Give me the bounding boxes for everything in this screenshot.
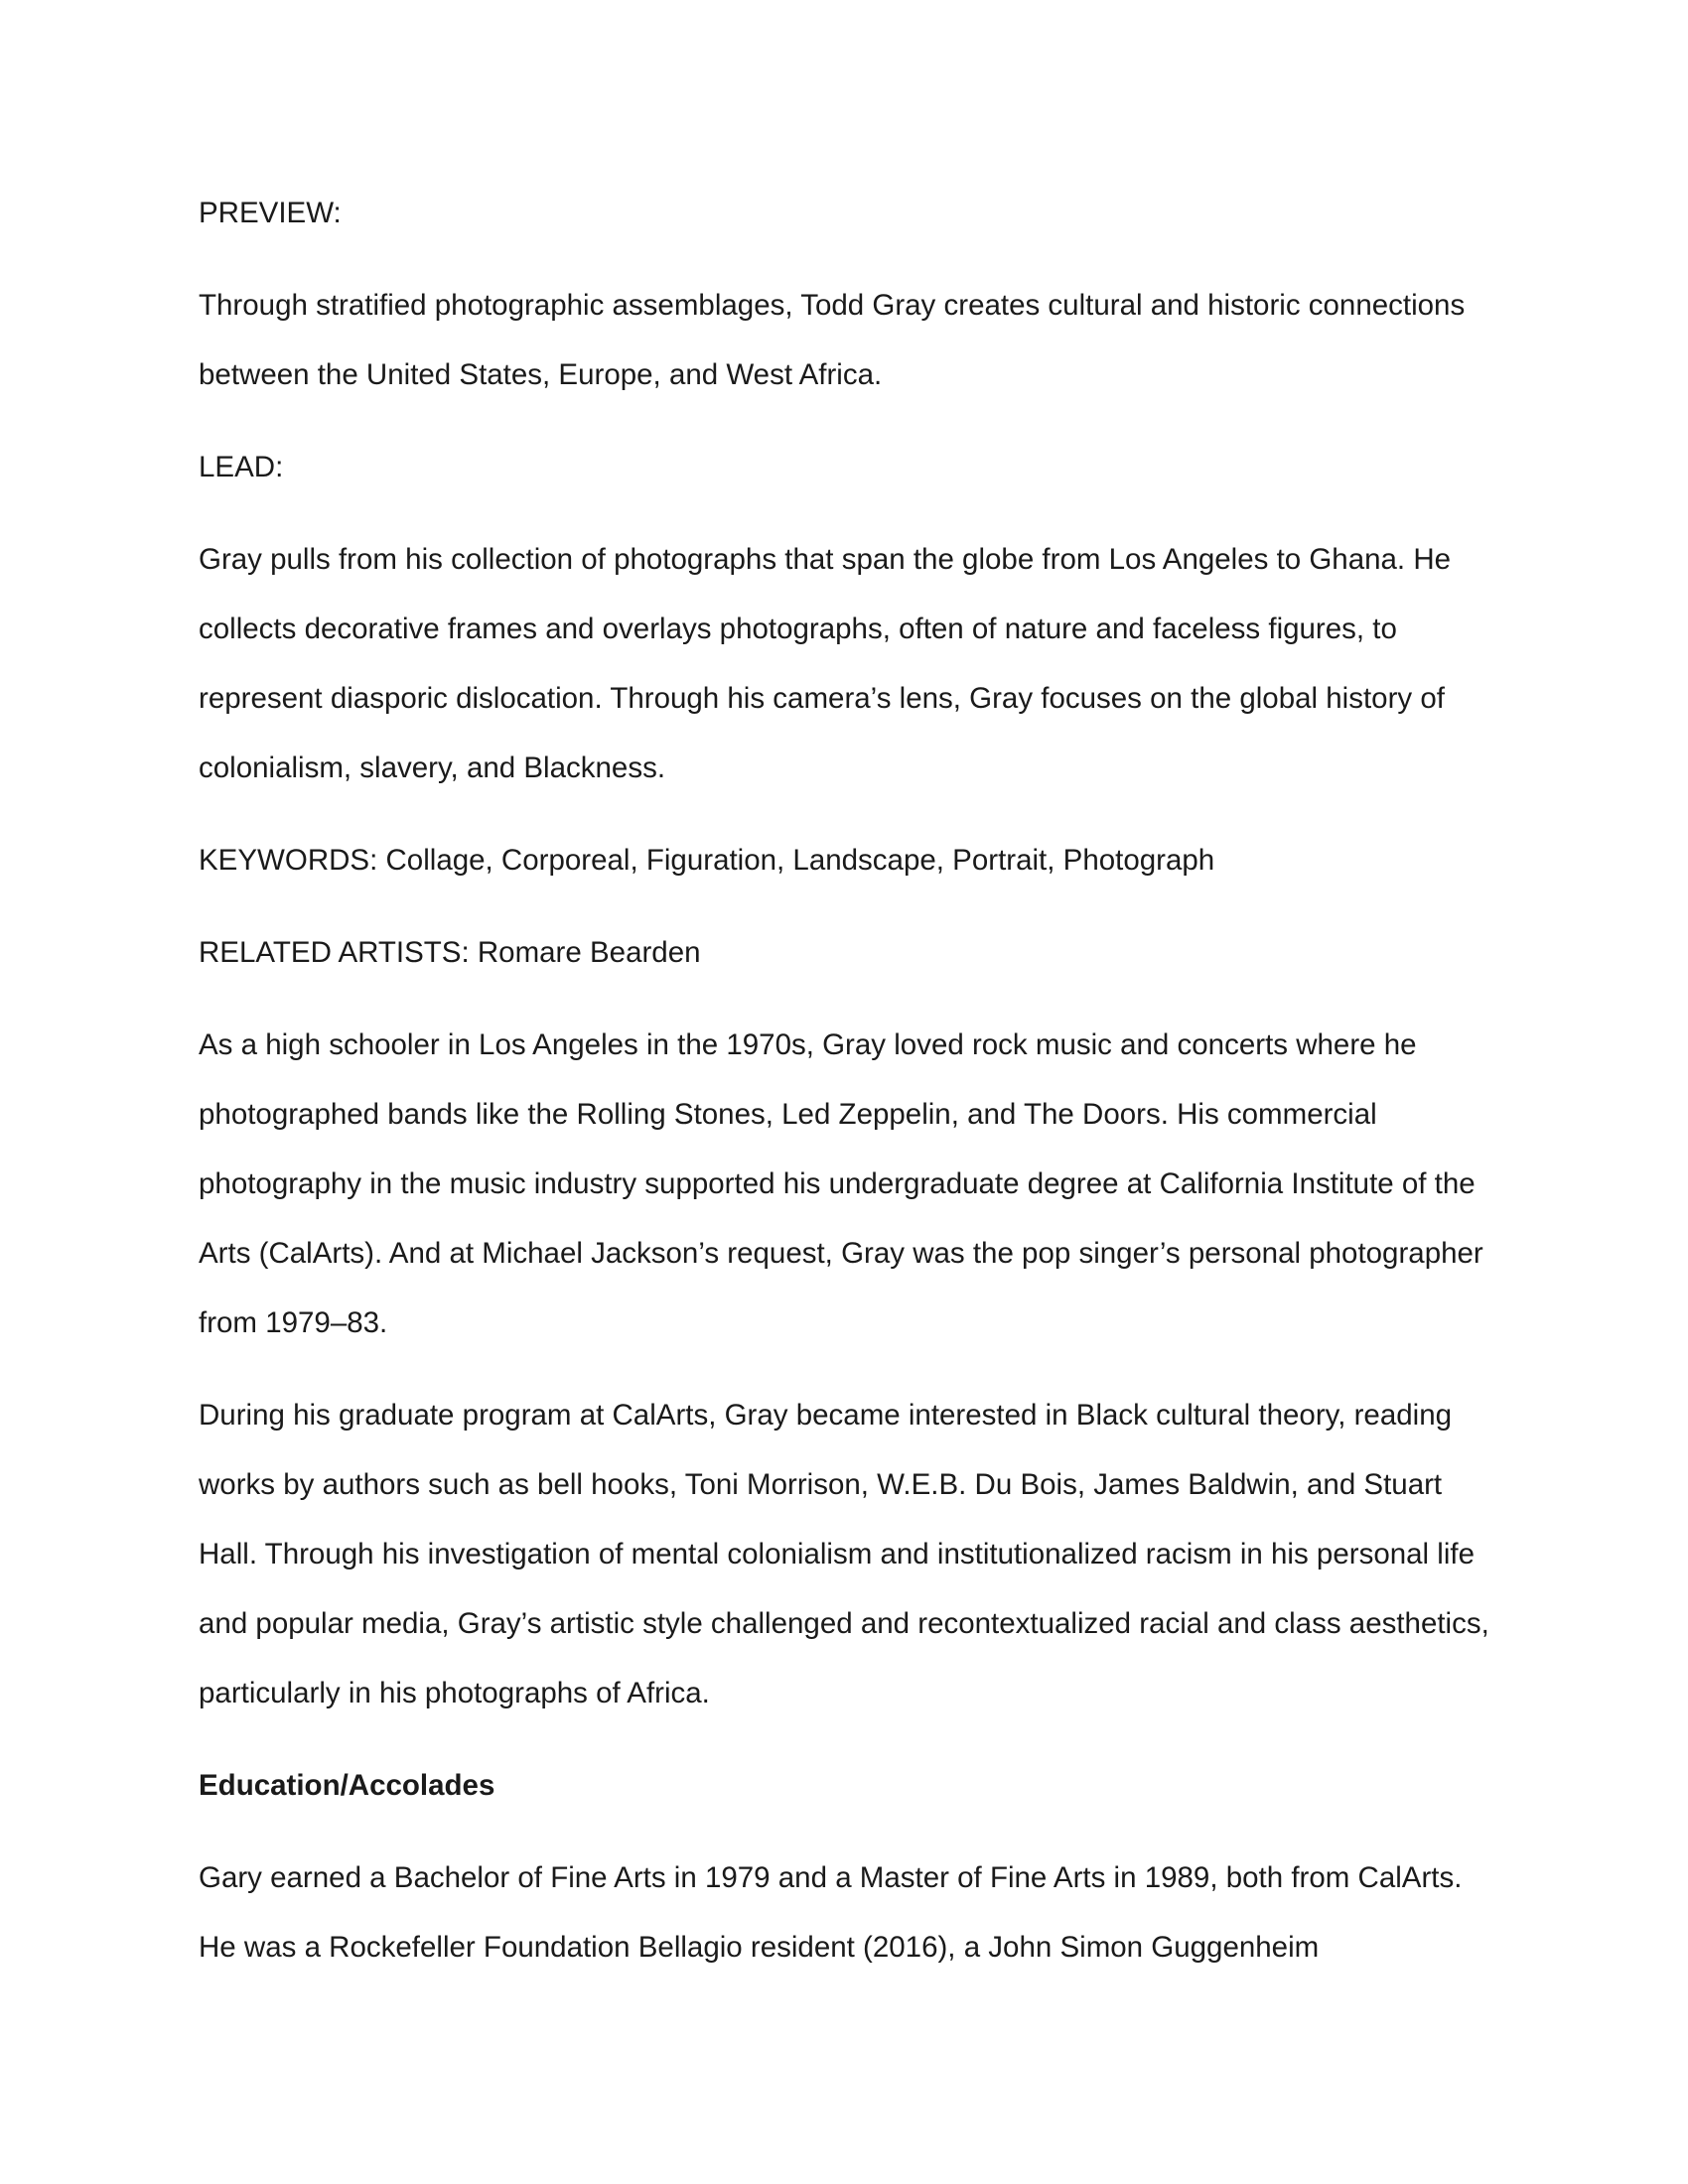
section-heading-education: Education/Accolades — [199, 1769, 495, 1802]
document-body — [199, 179, 1499, 1982]
lead-text: Gray pulls from his collection of photographs that span the globe from Los Angeles to Ghana. He collects decorative frames and overlays photographs, often of nature and faceless figures, to represent diasporic dislocation. Through his camera’s lens, Gray focuses on the global history of colonialism, slavery, and Blackness. — [199, 543, 1452, 784]
education-paragraph: Gary earned a Bachelor of Fine Arts in 1979 and a Master of Fine Arts in 1989, both from CalArts. He was a Rockefeller Foundation Bellagio resident (2016), a John Simon Guggenheim — [199, 1861, 1463, 1964]
preview-label: PREVIEW: — [199, 197, 342, 229]
body-paragraph: During his graduate program at CalArts, Gray became interested in Black cultural theory, reading works by authors such as bell hooks, Toni Morrison, W.E.B. Du Bois, James Baldwin, and Stuart Hall. Through his investigation of mental colonialism and institutionalized racism in his personal life and popular media, Gray’s artistic style challenged and recontextualized racial and class aesthetics, particularly in his photographs of Africa. — [199, 1399, 1489, 1709]
keywords-line: KEYWORDS: Collage, Corporeal, Figuration, Landscape, Portrait, Photograph — [199, 844, 1215, 877]
related-artists-line: RELATED ARTISTS: Romare Bearden — [199, 936, 701, 969]
preview-text: Through stratified photographic assemblages, Todd Gray creates cultural and historic connections between the United States, Europe, and West Africa. — [199, 289, 1466, 391]
lead-label: LEAD: — [199, 451, 284, 483]
body-paragraph: As a high schooler in Los Angeles in the 1970s, Gray loved rock music and concerts where he photographed bands like the Rolling Stones, Led Zeppelin, and The Doors. His commercial photography in the music industry supported his undergraduate degree at California Institute of the Arts (CalArts). And at Michael Jackson’s request, Gray was the pop singer’s personal photographer from 1979–83. — [199, 1028, 1483, 1339]
